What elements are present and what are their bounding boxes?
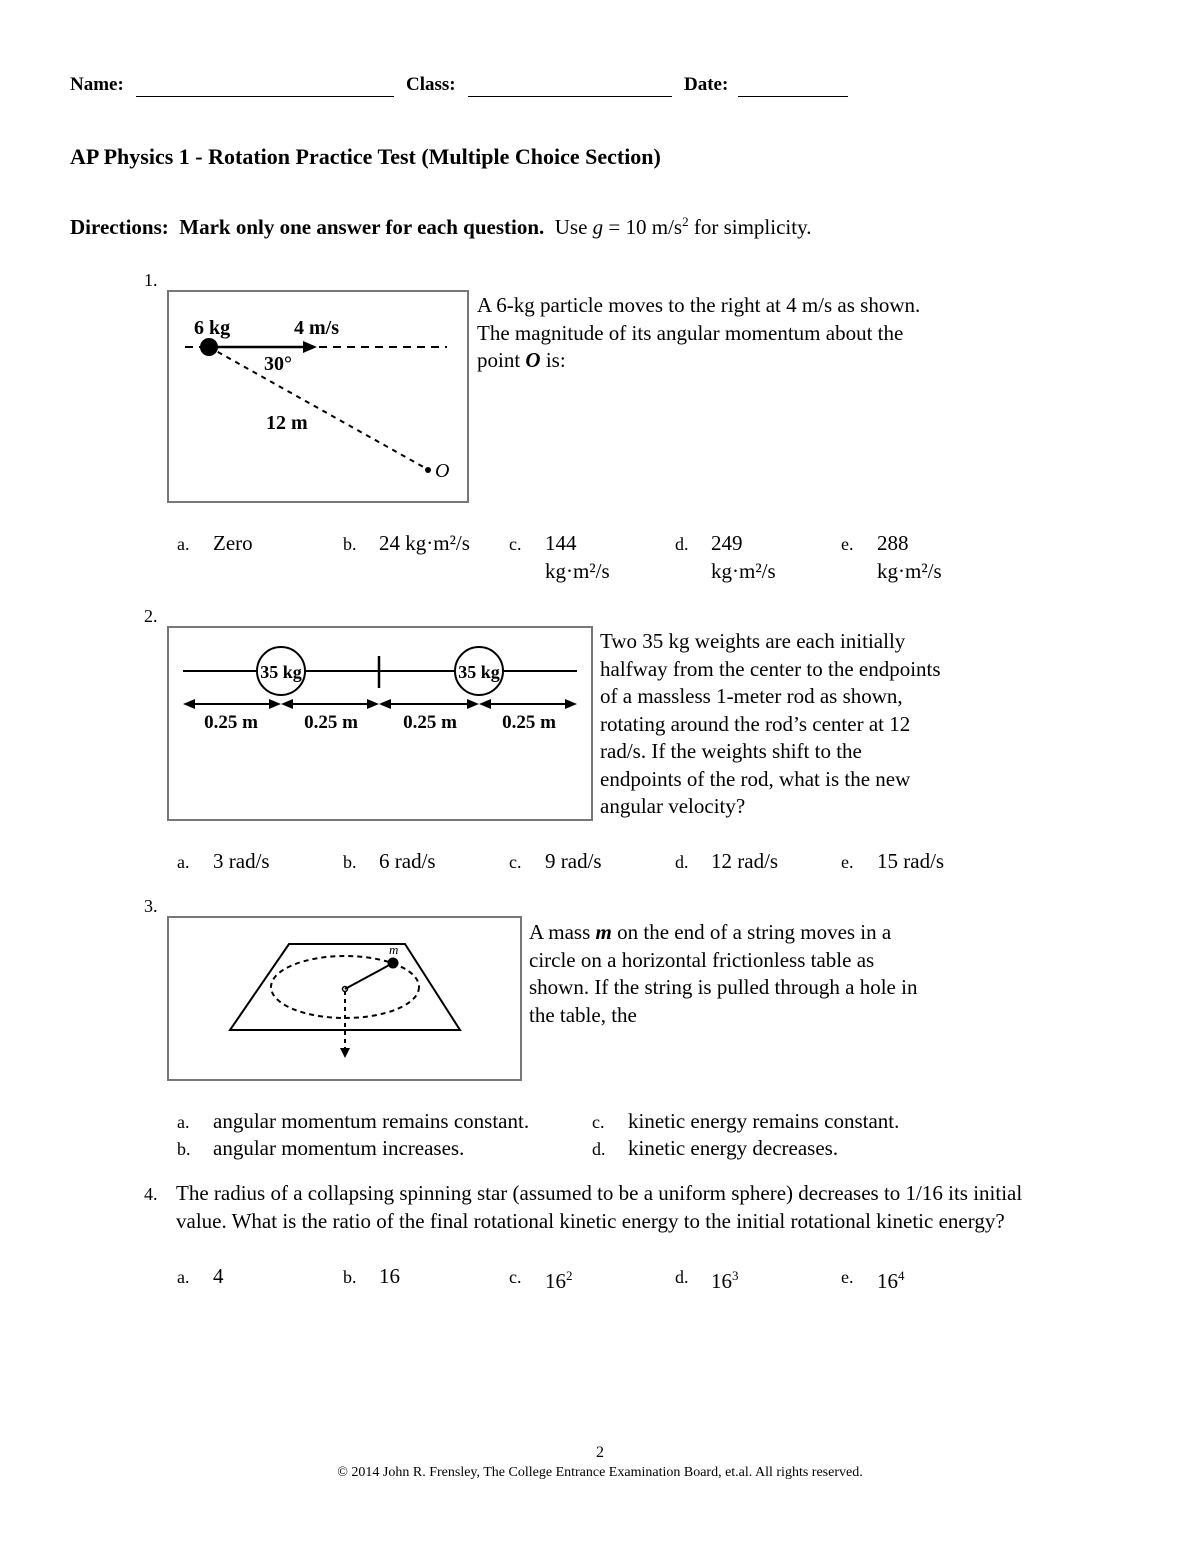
- q4-option-text: 16: [379, 1264, 400, 1288]
- q2-option-c[interactable]: [509, 847, 602, 876]
- q1-velocity-label: 4 m/s: [294, 317, 339, 339]
- q4-option-exp: 3: [732, 1268, 739, 1283]
- q2-option-text: 6 rad/s: [379, 849, 436, 873]
- q1-point-label: O: [435, 460, 450, 482]
- q2-option-a[interactable]: [177, 847, 270, 876]
- q2-line-7: angular velocity?: [600, 794, 746, 818]
- q4-option-a[interactable]: [177, 1262, 224, 1291]
- q3-option-text: kinetic energy decreases.: [628, 1136, 839, 1160]
- q2-line-1: Two 35 kg weights are each initially: [600, 629, 906, 653]
- q3-mass-label: m: [389, 942, 399, 957]
- q3-option-text: angular momentum remains constant.: [213, 1109, 530, 1133]
- q2-option-text: 3 rad/s: [213, 849, 270, 873]
- q1-option-letter: a.: [177, 534, 190, 554]
- right-weight-label: 35 kg: [458, 662, 500, 682]
- q3-line-4: the table, the: [529, 1002, 637, 1027]
- q3-line-1-b: on the end of a string moves in a: [617, 920, 892, 944]
- question-4-number: 4.: [144, 1184, 158, 1204]
- q1-distance-label: 12 m: [266, 412, 308, 434]
- q3-option-b[interactable]: [177, 1134, 464, 1163]
- question-1-text: [477, 292, 920, 375]
- q1-angle-label: 30°: [264, 353, 292, 375]
- q3-line-1: [529, 919, 917, 947]
- class-field[interactable]: [468, 96, 672, 97]
- q1-option-text: 24 kg·m²/s: [379, 531, 470, 555]
- q3-line-1-a: A mass: [529, 920, 591, 944]
- q4-option-c[interactable]: [509, 1262, 573, 1295]
- question-2-figure: [167, 626, 593, 821]
- q3-diagram: [169, 918, 520, 1079]
- q3-option-letter: c.: [592, 1112, 605, 1132]
- q1-option-unit: kg·m²/s: [877, 559, 942, 583]
- q2-option-letter: a.: [177, 852, 190, 872]
- q3-line-3: shown. If the string is pulled through a hole in: [529, 975, 918, 999]
- q1-option-unit: kg·m²/s: [545, 559, 610, 583]
- q1-point-symbol: O: [525, 348, 541, 372]
- q1-option-e[interactable]: [841, 529, 942, 585]
- q1-option-letter: b.: [343, 534, 357, 554]
- name-label: Name:: [70, 74, 124, 95]
- q3-mass-symbol: m: [595, 920, 612, 944]
- particle-dot: [200, 338, 218, 356]
- q4-option-e[interactable]: [841, 1262, 905, 1295]
- q4-option-letter: a.: [177, 1267, 190, 1287]
- q1-option-unit: kg·m²/s: [711, 559, 776, 583]
- q4-option-exp: 2: [566, 1268, 573, 1283]
- q1-line-3-text: point: [477, 348, 521, 372]
- q4-option-letter: e.: [841, 1267, 854, 1287]
- page-title: AP Physics 1 - Rotation Practice Test (Multiple Choice Section): [70, 144, 661, 169]
- q2-option-letter: c.: [509, 852, 522, 872]
- q2-line-4: rotating around the rod’s center at 12: [600, 711, 911, 736]
- directions: [70, 214, 811, 240]
- q1-option-letter: d.: [675, 534, 689, 554]
- q1-option-b[interactable]: [343, 529, 470, 558]
- q1-option-letter: e.: [841, 534, 854, 554]
- q1-option-letter: c.: [509, 534, 522, 554]
- q1-line-3: [477, 347, 920, 375]
- string: [345, 963, 393, 989]
- directions-label: Directions:: [70, 215, 169, 239]
- q2-line-2: halfway from the center to the endpoints: [600, 656, 941, 681]
- q3-option-text: angular momentum increases.: [213, 1136, 465, 1160]
- q4-option-letter: b.: [343, 1267, 357, 1287]
- q4-option-text: 4: [213, 1264, 224, 1288]
- q2-option-e[interactable]: [841, 847, 944, 876]
- question-3-text: [529, 919, 917, 1029]
- q2-option-text: 12 rad/s: [711, 849, 779, 873]
- left-weight-label: 35 kg: [260, 662, 302, 682]
- date-label: Date:: [684, 74, 729, 95]
- point-o-dot: [425, 467, 431, 473]
- q1-option-d[interactable]: [675, 529, 776, 585]
- q1-option-text: 288: [877, 531, 909, 555]
- q2-line-5: rad/s. If the weights shift to the: [600, 739, 862, 763]
- q2-option-letter: d.: [675, 852, 689, 872]
- q2-line-6: endpoints of the rod, what is the new: [600, 766, 911, 791]
- q4-option-text: 16: [545, 1269, 566, 1293]
- q3-option-letter: b.: [177, 1139, 191, 1159]
- q3-option-letter: a.: [177, 1112, 190, 1132]
- q2-option-text: 15 rad/s: [877, 849, 945, 873]
- q2-option-letter: b.: [343, 852, 357, 872]
- q4-option-exp: 4: [898, 1268, 905, 1283]
- q2-option-letter: e.: [841, 852, 854, 872]
- q3-option-text: kinetic energy remains constant.: [628, 1109, 900, 1133]
- segment-label-3: 0.25 m: [403, 712, 457, 733]
- question-3-number: 3.: [144, 896, 158, 916]
- q1-option-a[interactable]: [177, 529, 253, 558]
- q3-line-2: circle on a horizontal frictionless table as: [529, 947, 875, 972]
- g-symbol: g: [592, 215, 604, 239]
- q2-line-3: of a massless 1-meter rod as shown,: [600, 684, 903, 708]
- question-1-number: 1.: [144, 270, 158, 290]
- pull-arrow-head: [340, 1048, 350, 1058]
- q1-option-text: 144: [545, 531, 577, 555]
- q4-option-letter: d.: [675, 1267, 689, 1287]
- question-3-figure: [167, 916, 522, 1081]
- q1-option-text: Zero: [213, 531, 253, 555]
- q2-option-b[interactable]: [343, 847, 436, 876]
- q1-line-2: The magnitude of its angular momentum about the: [477, 320, 904, 345]
- q2-option-d[interactable]: [675, 847, 778, 876]
- q2-option-text: 9 rad/s: [545, 849, 602, 873]
- question-2-number: 2.: [144, 606, 158, 626]
- g-value: = 10 m/s: [608, 215, 683, 239]
- q4-option-b[interactable]: [343, 1262, 400, 1291]
- q1-line-1: A 6-kg particle moves to the right at 4 m/s as shown.: [477, 293, 921, 317]
- question-2-text: [600, 628, 941, 821]
- question-1-figure: [167, 290, 469, 503]
- q1-option-text: 249: [711, 531, 743, 555]
- directions-use: Use: [554, 215, 588, 239]
- question-4-text: [176, 1180, 1022, 1235]
- q4-option-text: 16: [877, 1269, 898, 1293]
- segment-label-4: 0.25 m: [502, 712, 556, 733]
- copyright: © 2014 John R. Frensley, The College Entrance Examination Board, et.al. All rights reserved.: [337, 1465, 863, 1480]
- q4-option-text: 16: [711, 1269, 732, 1293]
- q1-diagram: [169, 292, 467, 501]
- q3-option-letter: d.: [592, 1139, 606, 1159]
- q3-option-d[interactable]: [592, 1134, 838, 1163]
- class-label: Class:: [406, 74, 456, 95]
- q4-option-d[interactable]: [675, 1262, 739, 1295]
- q1-mass-label: 6 kg: [194, 317, 231, 339]
- q4-option-letter: c.: [509, 1267, 522, 1287]
- q2-diagram: [169, 628, 591, 819]
- date-field[interactable]: [738, 96, 848, 97]
- page-number: 2: [596, 1444, 604, 1461]
- velocity-arrow-head: [303, 341, 317, 353]
- q3-option-c[interactable]: [592, 1107, 899, 1136]
- q1-option-c[interactable]: [509, 529, 610, 585]
- q4-line-1: The radius of a collapsing spinning star (assumed to be a uniform sphere) decreases to 1/16 its initial: [176, 1181, 1023, 1205]
- q3-option-a[interactable]: [177, 1107, 529, 1136]
- directions-tail: for simplicity.: [693, 215, 812, 239]
- directions-bold-text: Mark only one answer for each question.: [179, 215, 545, 239]
- segment-label-1: 0.25 m: [204, 712, 258, 733]
- mass-dot: [388, 958, 399, 969]
- g-exp: 2: [682, 214, 689, 229]
- name-field[interactable]: [136, 96, 394, 97]
- q4-line-2: value. What is the ratio of the final rotational kinetic energy to the initial rotational kinetic energy?: [176, 1208, 1005, 1233]
- segment-label-2: 0.25 m: [304, 712, 358, 733]
- q1-point-suffix: is:: [545, 348, 566, 372]
